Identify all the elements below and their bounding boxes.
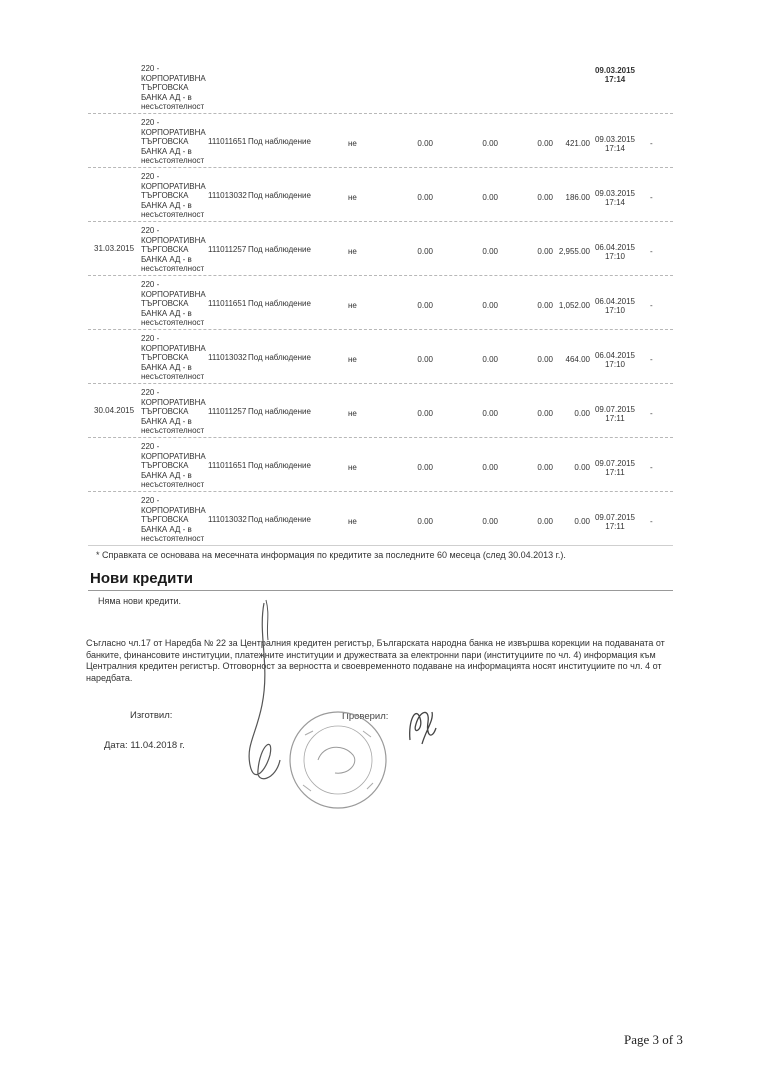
amount-3: 0.00: [537, 193, 553, 202]
dash-mark: -: [650, 301, 653, 310]
bank-name: 220 - КОРПОРАТИВНА ТЪРГОВСКА БАНКА АД - в несъстоятелност: [141, 496, 206, 544]
report-timestamp: 06.04.2015 17:10: [594, 243, 636, 261]
amount-1: 0.00: [417, 463, 433, 472]
new-credits-text: Няма нови кредити.: [98, 596, 182, 606]
dash-mark: -: [650, 463, 653, 472]
amount-1: 0.00: [417, 301, 433, 310]
credit-status: Под наблюдение: [248, 461, 311, 470]
amount-2: 0.00: [482, 409, 498, 418]
report-timestamp: 09.03.2015 17:14: [594, 135, 636, 153]
credit-status: Под наблюдение: [248, 353, 311, 362]
section-divider: [88, 590, 673, 591]
credit-status: Под наблюдение: [248, 137, 311, 146]
amount-2: 0.00: [482, 517, 498, 526]
footnote: * Справката се основава на месечната информация по кредитите за последните 60 месеца (след 30.04.2013 г.).: [96, 550, 566, 560]
date-label: Дата: 11.04.2018 г.: [104, 740, 185, 751]
table-row: [88, 276, 673, 330]
credit-status: Под наблюдение: [248, 245, 311, 254]
table-row: [88, 222, 673, 276]
report-timestamp: 06.04.2015 17:10: [594, 297, 636, 315]
table-row: [88, 438, 673, 492]
amount-2: 0.00: [482, 463, 498, 472]
entry-date: 30.04.2015: [94, 406, 135, 415]
signature-checked: [402, 700, 442, 750]
dash-mark: -: [650, 139, 653, 148]
credit-code: 111011651: [208, 299, 247, 308]
bank-name: 220 - КОРПОРАТИВНА ТЪРГОВСКА БАНКА АД - в несъстоятелност: [141, 442, 206, 490]
amount-4: 0.00: [574, 517, 590, 526]
bank-name: 220 - КОРПОРАТИВНА ТЪРГОВСКА БАНКА АД - в несъстоятелност: [141, 64, 206, 112]
report-timestamp: 06.04.2015 17:10: [594, 351, 636, 369]
bank-name: 220 - КОРПОРАТИВНА ТЪРГОВСКА БАНКА АД - в несъстоятелност: [141, 118, 206, 166]
table-row: [88, 492, 673, 546]
credit-code: 111011257: [208, 245, 247, 254]
credit-code: 111011257: [208, 407, 247, 416]
amount-3: 0.00: [537, 463, 553, 472]
amount-2: 0.00: [482, 139, 498, 148]
amount-3: 0.00: [537, 301, 553, 310]
new-credits-title: Нови кредити: [90, 570, 193, 587]
flag-value: не: [348, 301, 357, 310]
amount-2: 0.00: [482, 193, 498, 202]
amount-1: 0.00: [417, 409, 433, 418]
flag-value: не: [348, 247, 357, 256]
table-row: [88, 60, 673, 114]
amount-1: 0.00: [417, 517, 433, 526]
prepared-by-label: Изготвил:: [130, 710, 173, 721]
legal-notice: Съгласно чл.17 от Наредба № 22 за Централния кредитен регистър, Българската народна банка не извършва корекции на подаваната от банките, финансовите институции, платежните институции и дружествата за електронни пари (институциите по чл. 4) информация към Централния кредитен регистър. Отговорност за верността и своевременното подаване на информацията носят институциите по чл. 4 от наредбата.: [86, 638, 665, 683]
credit-status: Под наблюдение: [248, 515, 311, 524]
amount-1: 0.00: [417, 193, 433, 202]
amount-3: 0.00: [537, 355, 553, 364]
table-row: [88, 330, 673, 384]
report-timestamp: 09.07.2015 17:11: [594, 405, 636, 423]
amount-2: 0.00: [482, 247, 498, 256]
bank-name: 220 - КОРПОРАТИВНА ТЪРГОВСКА БАНКА АД - в несъстоятелност: [141, 226, 206, 274]
dash-mark: -: [650, 355, 653, 364]
amount-1: 0.00: [417, 247, 433, 256]
report-timestamp: 09.07.2015 17:11: [594, 459, 636, 477]
credit-code: 111011651: [208, 461, 247, 470]
amount-3: 0.00: [537, 139, 553, 148]
amount-4: 1,052.00: [558, 301, 590, 310]
amount-4: 0.00: [574, 463, 590, 472]
amount-1: 0.00: [417, 139, 433, 148]
table-row: [88, 168, 673, 222]
credit-code: 111013032: [208, 515, 247, 524]
dash-mark: -: [650, 409, 653, 418]
bank-name: 220 - КОРПОРАТИВНА ТЪРГОВСКА БАНКА АД - в несъстоятелност: [141, 172, 206, 220]
dash-mark: -: [650, 247, 653, 256]
flag-value: не: [348, 193, 357, 202]
bank-name: 220 - КОРПОРАТИВНА ТЪРГОВСКА БАНКА АД - в несъстоятелност: [141, 334, 206, 382]
amount-1: 0.00: [417, 355, 433, 364]
credit-status: Под наблюдение: [248, 191, 311, 200]
round-stamp: [283, 705, 393, 815]
credit-history-table: [88, 60, 673, 546]
flag-value: не: [348, 355, 357, 364]
flag-value: не: [348, 463, 357, 472]
page-number: Page 3 of 3: [624, 1032, 683, 1047]
bank-name: 220 - КОРПОРАТИВНА ТЪРГОВСКА БАНКА АД - в несъстоятелност: [141, 280, 206, 328]
amount-4: 421.00: [565, 139, 590, 148]
bank-name: 220 - КОРПОРАТИВНА ТЪРГОВСКА БАНКА АД - в несъстоятелност: [141, 388, 206, 436]
amount-3: 0.00: [537, 409, 553, 418]
credit-status: Под наблюдение: [248, 299, 311, 308]
dash-mark: -: [650, 193, 653, 202]
table-row: [88, 114, 673, 168]
report-timestamp: 09.07.2015 17:11: [594, 513, 636, 531]
report-timestamp: 09.03.2015 17:14: [594, 66, 636, 84]
amount-3: 0.00: [537, 247, 553, 256]
dash-mark: -: [650, 517, 653, 526]
amount-4: 0.00: [574, 409, 590, 418]
flag-value: не: [348, 517, 357, 526]
amount-4: 2,955.00: [558, 247, 590, 256]
credit-code: 111011651: [208, 137, 247, 146]
amount-4: 186.00: [565, 193, 590, 202]
amount-3: 0.00: [537, 517, 553, 526]
credit-code: 111013032: [208, 353, 247, 362]
amount-4: 464.00: [565, 355, 590, 364]
amount-2: 0.00: [482, 301, 498, 310]
report-timestamp: 09.03.2015 17:14: [594, 189, 636, 207]
flag-value: не: [348, 409, 357, 418]
entry-date: 31.03.2015: [94, 244, 135, 253]
flag-value: не: [348, 139, 357, 148]
checked-by-label: Проверил:: [342, 711, 389, 722]
amount-2: 0.00: [482, 355, 498, 364]
credit-code: 111013032: [208, 191, 247, 200]
table-row: [88, 384, 673, 438]
credit-status: Под наблюдение: [248, 407, 311, 416]
